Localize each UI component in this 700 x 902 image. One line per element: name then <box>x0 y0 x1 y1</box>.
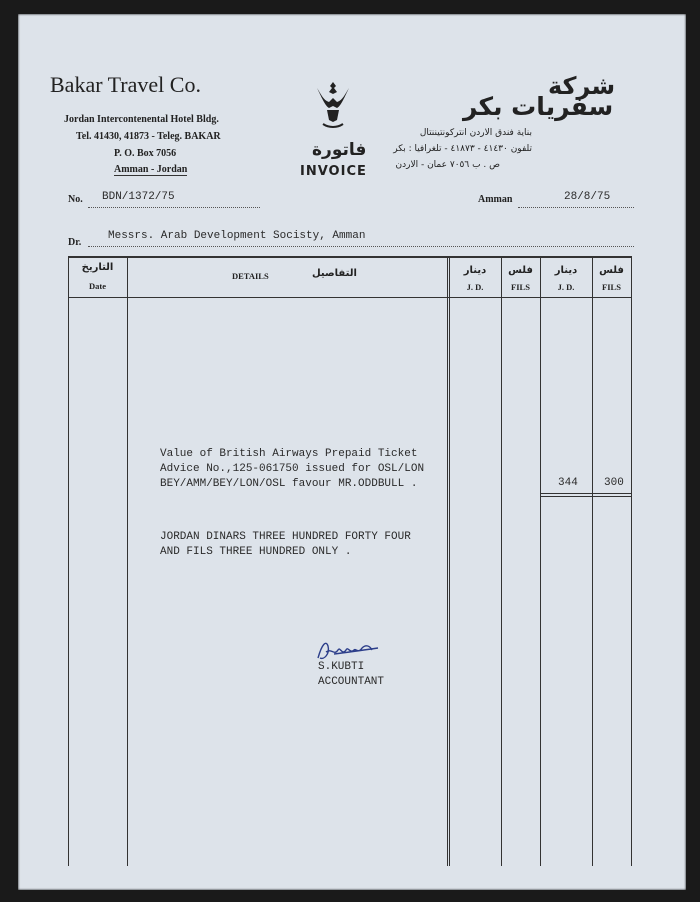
table-col-divider-1 <box>501 256 502 866</box>
amount-words-line-2: AND FILS THREE HUNDRED ONLY . <box>160 546 352 558</box>
fils-header-arabic-1: فلس <box>508 265 533 276</box>
arabic-address-line-1: بناية فندق الاردن انتركونتيننتال <box>419 128 532 138</box>
jd-header-1: J. D. <box>466 282 484 292</box>
details-header: DETAILS <box>232 271 269 281</box>
signatory-name: S.KUBTI <box>318 661 365 673</box>
signatory-title: ACCOUNTANT <box>318 676 385 688</box>
fils-header-arabic-2: فلس <box>599 265 624 276</box>
invoice-number-value: BDN/1372/75 <box>102 191 175 203</box>
arabic-company-name-line1: شركة <box>548 72 616 100</box>
table-right-border <box>631 256 632 866</box>
jd-header-arabic-2: دينار <box>554 265 578 276</box>
table-col-divider-date <box>127 256 128 866</box>
amount-words-line-1: JORDAN DINARS THREE HUNDRED FORTY FOUR <box>160 531 411 543</box>
total-double-line-top <box>540 493 631 494</box>
item-line-3: BEY/AMM/BEY/LON/OSL favour MR.ODDBULL . <box>160 478 418 490</box>
amount-jd: 344 <box>558 477 578 489</box>
company-name: Bakar Travel Co. <box>50 72 201 97</box>
table-col-divider-3 <box>592 256 593 866</box>
details-header-arabic: التفاصيل <box>312 268 357 279</box>
fils-header-2: FILS <box>602 282 621 292</box>
address-line-4: Amman - Jordan <box>114 164 188 175</box>
address-line-3: P. O. Box 7056 <box>114 148 177 159</box>
table-left-border <box>68 256 69 866</box>
item-line-2: Advice No.,125-061750 issued for OSL/LON <box>160 463 425 475</box>
jd-header-2: J. D. <box>557 282 575 292</box>
table-col-divider-2 <box>540 256 541 866</box>
arabic-address-line-2: تلفون ٤١٤٣٠ - ٤١٨٧٣ - تلغرافيا : بكر <box>393 144 532 154</box>
eagle-logo-icon <box>313 78 353 130</box>
invoice-title-arabic: فاتورة <box>312 140 367 160</box>
invoice-date: 28/8/75 <box>564 191 611 203</box>
table-col-divider-details-double <box>449 256 450 866</box>
arabic-company-name-line2: سفريات بكر <box>463 92 614 121</box>
table-top-border <box>68 256 632 258</box>
total-double-line-bottom <box>540 496 631 497</box>
arabic-address-line-3: ص . ب ٧٠٥٦ عمان - الاردن <box>395 160 500 170</box>
debtor-value: Messrs. Arab Development Socisty, Amman <box>108 230 366 242</box>
date-header-arabic: التاريخ <box>81 262 114 273</box>
debtor-label: Dr. <box>68 237 82 248</box>
table-col-divider-details <box>447 256 448 866</box>
amount-fils: 300 <box>604 477 624 489</box>
invoice-title: INVOICE <box>300 164 367 179</box>
jd-header-arabic-1: دينار <box>463 265 487 276</box>
item-line-1: Value of British Airways Prepaid Ticket <box>160 448 418 460</box>
address-line-1: Jordan Intercontenental Hotel Bldg. <box>64 114 219 125</box>
fils-header-1: FILS <box>511 282 530 292</box>
address-line-2: Tel. 41430, 41873 - Teleg. BAKAR <box>76 131 221 142</box>
invoice-number-label: No. <box>68 194 83 205</box>
date-header: Date <box>89 281 106 291</box>
city-label: Amman <box>478 194 513 205</box>
table-header-divider <box>68 297 632 298</box>
